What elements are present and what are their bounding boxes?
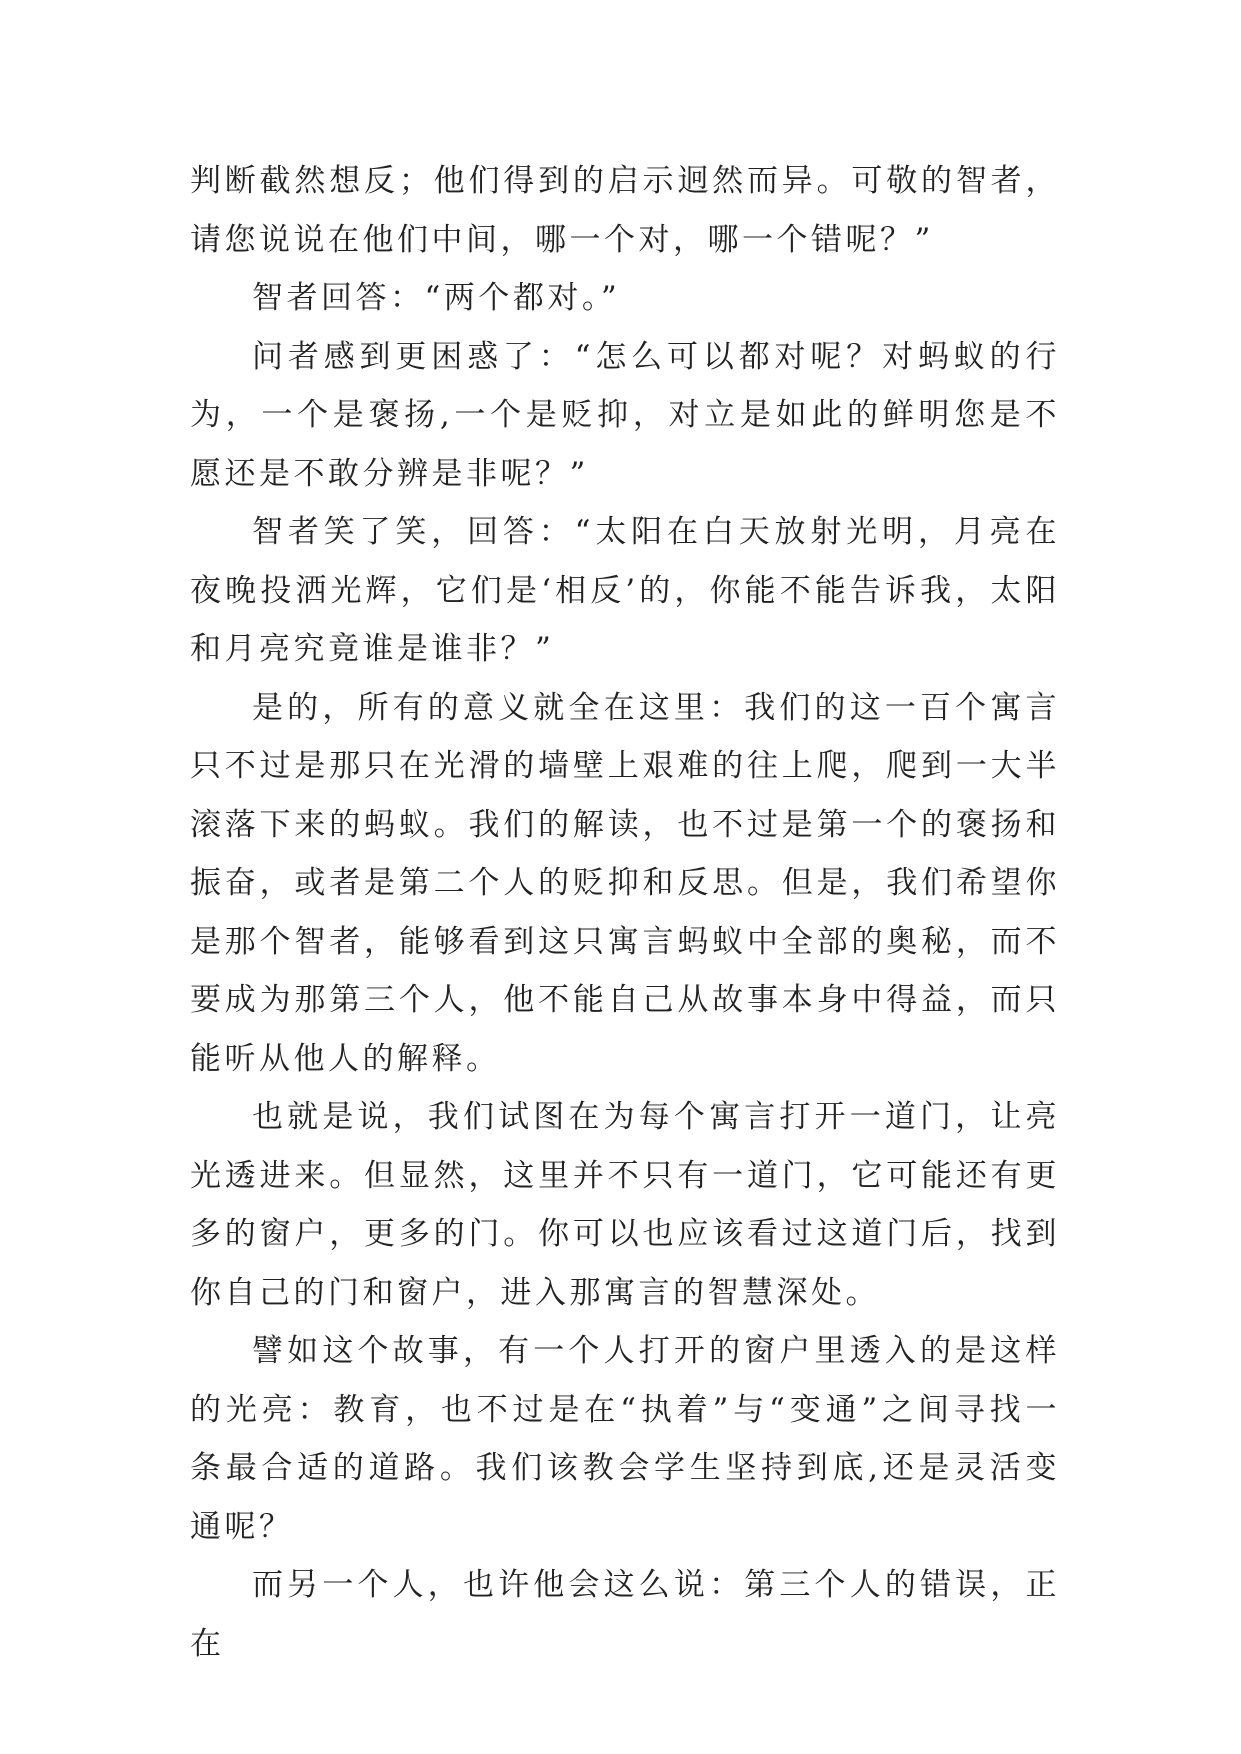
paragraph: 智者回答：“两个都对。” <box>252 280 621 316</box>
paragraph-continued: 判断截然想反；他们得到的启示迥然而异。可敬的智者，请您说说在他们中间，哪一个对，哪一个错呢？” <box>190 163 1060 258</box>
paragraph: 也就是说，我们试图在为每个寓言打开一道门，让亮光透进来。但显然，这里并不只有一道门，它可能还有更多的窗户，更多的门。你可以也应该看过这道门后，找到你自己的门和窗户，进入那寓言的智慧深处。 <box>190 1099 1060 1311</box>
paragraph: 而另一个人，也许他会这么说：第三个人的错误，正在 <box>190 1567 1060 1662</box>
paragraph: 譬如这个故事，有一个人打开的窗户里透入的是这样的光亮：教育，也不过是在“执着”与“变通”之间寻找一条最合适的道路。我们该教会学生坚持到底,还是灵活变通呢？ <box>190 1333 1060 1545</box>
body-text <box>190 152 1060 1673</box>
paragraph: 智者笑了笑，回答：“太阳在白天放射光明，月亮在夜晚投洒光辉，它们是‘相反’的，你能不能告诉我，太阳和月亮究竟谁是谁非？” <box>190 514 1060 667</box>
paragraph: 问者感到更困惑了：“怎么可以都对呢？对蚂蚁的行为，一个是褒扬,一个是贬抑，对立是如此的鲜明您是不愿还是不敢分辨是非呢？” <box>190 338 1060 492</box>
paragraph: 是的，所有的意义就全在这里：我们的这一百个寓言只不过是那只在光滑的墙壁上艰难的往上爬，爬到一大半滚落下来的蚂蚁。我们的解读，也不过是第一个的褒扬和振奋，或者是第二个人的贬抑和反思。但是，我们希望你是那个智者，能够看到这只寓言蚂蚁中全部的奥秘，而不要成为那第三个人，他不能自己从故事本身中得益，而只能听从他人的解释。 <box>190 689 1060 1077</box>
